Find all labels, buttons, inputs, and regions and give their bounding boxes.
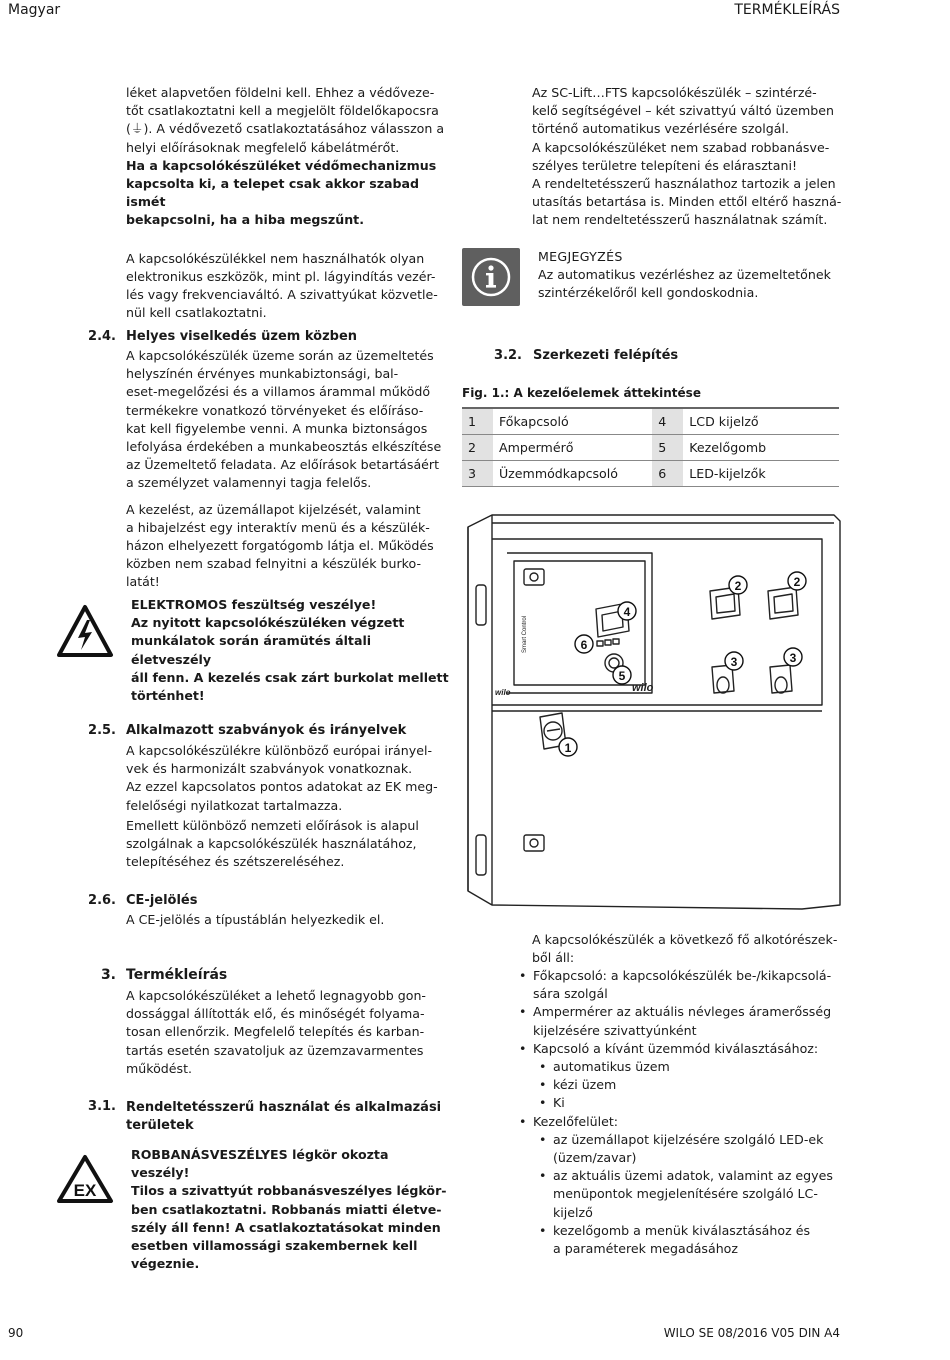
- protection-reset-note: Ha a kapcsolókészüléket védőmechanizmus kapcsolta ki, a telepet csak akkor szabad ismét bekapcsolni, ha a hiba megszűnt.: [126, 157, 437, 228]
- header-section: TERMÉKLEÍRÁS: [734, 2, 840, 18]
- callout-lcd: 4: [623, 605, 631, 619]
- callout-leds: 6: [580, 638, 588, 652]
- section-2-5-body: [126, 742, 446, 879]
- left-intro: [126, 84, 446, 330]
- section-2-5-paragraph-2: Emellett különböző nemzeti előírások is alapul szolgálnak a kapcsolókészülék használatához, telepítéséhez és szétszereléséhez.: [126, 817, 419, 870]
- note-text: Az automatikus vezérléshez az üzemeltetőnek szintérzékelőről kell gondoskodnia.: [538, 267, 831, 301]
- section-2-4-number: 2.4.: [88, 329, 116, 344]
- callout-knob: 5: [618, 669, 626, 683]
- mode-item: • kézi üzem: [539, 1076, 849, 1094]
- control-box-figure: [462, 505, 847, 915]
- legend-row: [462, 435, 839, 461]
- list-item: • Főkapcsoló: a kapcsolókészülék be-/kikapcsolá- sára szolgál: [519, 967, 849, 1003]
- section-2-6-title: CE-jelölés: [126, 893, 198, 908]
- section-3-2-title: Szerkezeti felépítés: [533, 348, 679, 363]
- components-intro: A kapcsolókészülék a következő fő alkotórészek- ből áll:: [532, 932, 838, 966]
- intended-use-paragraph: Az SC-Lift…FTS kapcsolókészülék – szintérzé- kelő segítségével – két szivattyú váltó üzemben történő automatikus vezérlésére szolgál. A kapcsolókészüléket nem szabad robbanásve- szélyes területre telepíteni és elárasztani! A rendeltetésszerű használathoz tartozik a jelen utasítás betartása is. Minden ettől eltérő haszná- lat nem rendeltetésszerű használatnak számít.: [532, 85, 842, 228]
- section-2-4-paragraph-1: A kapcsolókészülék üzeme során az üzemeltetés helyszínén érvényes munkabiztonsági, bal- eset-megelőzési és a villamos árammal működő termékekre vonatkozó törvényeket és előíráso- kat kell figyelembe venni. A munka biztonságos lefolyása érdekében a munkabeosztás elkészítése az Üzemeltető feladata. Az előírások betartásáért a személyzet valamennyi tagja felelős.: [126, 348, 442, 491]
- legend-row: [462, 461, 839, 487]
- section-2-5-number: 2.5.: [88, 723, 116, 738]
- section-2-4-title: Helyes viselkedés üzem közben: [126, 329, 358, 344]
- ui-item: • az aktuális üzemi adatok, valamint az egyes menüpontok megjelenítésére szolgáló LC- kijelző: [539, 1167, 849, 1222]
- explosion-warning-text: ROBBANÁSVESZÉLYES légkör okozta veszély! Tilos a szivattyút robbanásveszélyes légkör- ben csatlakoztatni. Robbanás miatti életve- szély áll fenn! A csatlakoztatásokat minden esetben villamossági szakembernek kell végeznie.: [131, 1147, 447, 1272]
- electrical-hazard-icon: [56, 604, 114, 658]
- legend-number: 1: [462, 408, 493, 435]
- ui-item: • az üzemállapot kijelzésére szolgáló LED-ek (üzem/zavar): [539, 1131, 849, 1167]
- footer-doc-id: WILO SE 08/2016 V05 DIN A4: [663, 1326, 840, 1340]
- list-item-text: Kezelőfelület:: [533, 1113, 619, 1129]
- legend-number: 5: [652, 435, 683, 461]
- callout-mode-switch-2: 3: [789, 651, 797, 665]
- section-2-5-paragraph-1: A kapcsolókészülékre különböző európai irányel- vek és harmonizált szabványok vonatkoznak. Az ezzel kapcsolatos pontos adatokat az EK meg- felelőségi nyilatkozat tartalmazza.: [126, 743, 438, 813]
- legend-label: LCD kijelző: [683, 408, 839, 435]
- callout-ammeter-2: 2: [793, 575, 801, 589]
- grounding-paragraph: léket alapvetően földelni kell. Ehhez a védőveze- tőt csatlakoztatni kell a megjelölt földelőkapocsra (⏚). A védővezető csatlakoztatásához válasszon a helyi előírásoknak megfelelő kábelátmérőt.: [126, 85, 445, 155]
- wilo-logo-small: wilo: [495, 688, 511, 697]
- callout-main-switch: 1: [564, 741, 572, 755]
- legend-label: Kezelőgomb: [683, 435, 839, 461]
- legend-label: Főkapcsoló: [493, 408, 652, 435]
- explosion-hazard-icon: [56, 1154, 114, 1204]
- section-3-number: 3.: [100, 967, 116, 983]
- section-2-4-body: [126, 347, 446, 600]
- ex-label: EX: [73, 1181, 97, 1200]
- section-3-title: Termékleírás: [126, 967, 228, 983]
- legend-table: [462, 407, 839, 487]
- legend-label: Üzemmódkapcsoló: [493, 461, 652, 487]
- ui-item: • kezelőgomb a menük kiválasztásához és a paraméterek megadásához: [539, 1222, 849, 1258]
- section-3-1-title: Rendeltetésszerű használat és alkalmazási területek: [126, 1100, 442, 1133]
- legend-label: LED-kijelzők: [683, 461, 839, 487]
- legend-label: Ampermérő: [493, 435, 652, 461]
- section-2-4-paragraph-2: A kezelést, az üzemállapot kijelzését, valamint a hibajelzést egy interaktív menü és a készülék- házon elhelyezett forgatógomb látja el. Működés közben nem szabad felnyitni a készülék burko- latát!: [126, 501, 434, 590]
- mode-item: • Ki: [539, 1094, 849, 1112]
- legend-number: 4: [652, 408, 683, 435]
- info-icon: [462, 248, 520, 306]
- electrical-warning-text: ELEKTROMOS feszültség veszélye! Az nyitott kapcsolókészüléken végzett munkálatok során áramütés általi életveszély áll fenn. A kezelés csak zárt burkolat mellett történhet!: [131, 597, 449, 704]
- list-item: • Ampermérer az aktuális névleges áramerősség kijelzésére szivattyúnként: [519, 1003, 849, 1039]
- section-2-6-number: 2.6.: [88, 893, 116, 908]
- panel-label: Smart Control: [522, 615, 528, 653]
- page-number: 90: [8, 1326, 24, 1340]
- header-language: Magyar: [8, 2, 61, 18]
- components-list: [519, 967, 849, 1258]
- list-item-text: Kapcsoló a kívánt üzemmód kiválasztásához:: [533, 1040, 819, 1056]
- electronic-devices-paragraph: A kapcsolókészülékkel nem használhatók olyan elektronikus eszközök, mint pl. lágyindítás vezér- lés vagy frekvenciaváltó. A szivattyúkat közvetle- nül kell csatlakoztatni.: [126, 250, 438, 321]
- callout-ammeter-1: 2: [734, 579, 742, 593]
- section-2-6-paragraph: A CE-jelölés a típustáblán helyezkedik el.: [126, 912, 385, 927]
- mode-item: • automatikus üzem: [539, 1058, 849, 1076]
- legend-number: 6: [652, 461, 683, 487]
- figure-caption: Fig. 1.: A kezelőelemek áttekintése: [462, 386, 701, 400]
- wilo-logo: wilo: [632, 682, 654, 694]
- legend-number: 3: [462, 461, 493, 487]
- legend-number: 2: [462, 435, 493, 461]
- section-3-paragraph: A kapcsolókészüléket a lehető legnagyobb gon- dossággal állították elő, és minőségét folyama- tosan ellenőrzik. Megfelelő telepítés és karban- tartás esetén szavatoljuk az üzemzavarmentes működést.: [126, 988, 426, 1076]
- section-3-1-number: 3.1.: [88, 1099, 116, 1114]
- callout-mode-switch-1: 3: [730, 655, 738, 669]
- section-3-2-number: 3.2.: [494, 348, 522, 363]
- legend-row: [462, 408, 839, 435]
- list-item: [519, 1113, 849, 1259]
- note-label: MEGJEGYZÉS: [538, 249, 623, 264]
- section-2-5-title: Alkalmazott szabványok és irányelvek: [126, 723, 407, 738]
- list-item: [519, 1040, 849, 1113]
